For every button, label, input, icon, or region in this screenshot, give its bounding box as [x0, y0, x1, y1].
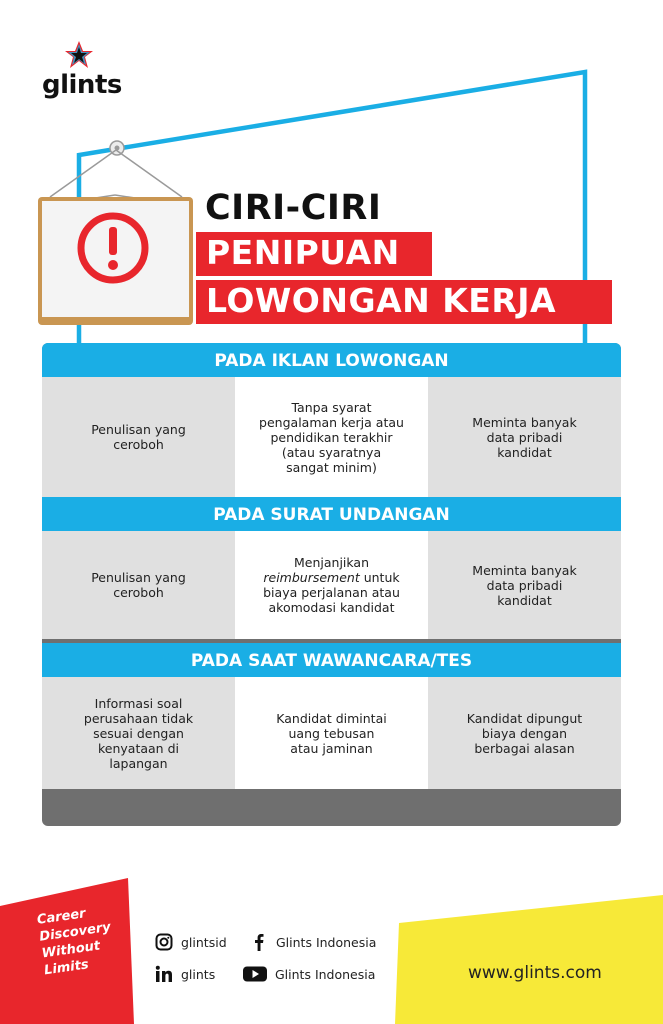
- table-row: [42, 677, 621, 789]
- title-line-1: CIRI-CIRI: [205, 188, 382, 228]
- table-cell: Tanpa syarat pengalaman kerja atau pendidikan terakhir (atau syaratnya sangat minim): [235, 377, 428, 497]
- social-label: Glints Indonesia: [276, 934, 377, 950]
- table-cell: Penulisan yang ceroboh: [42, 377, 235, 497]
- info-table: [42, 343, 621, 826]
- cell-text: Menjanjikan reimbursement untuk biaya perjalanan atau akomodasi kandidat: [263, 555, 400, 615]
- table-cell: Kandidat dimintai uang tebusan atau jaminan: [235, 677, 428, 789]
- table-row: [42, 531, 621, 639]
- tagline: Career Discovery Without Limits: [36, 906, 112, 979]
- table-cell: Meminta banyak data pribadi kandidat: [428, 531, 621, 639]
- website-background: [395, 895, 663, 1024]
- table-cell: Kandidat dipungut biaya dengan berbagai alasan: [428, 677, 621, 789]
- section-heading: PADA IKLAN LOWONGAN: [42, 343, 621, 377]
- star-icon: [64, 40, 94, 70]
- social-label: glints: [181, 966, 216, 982]
- facebook-icon: [250, 933, 268, 951]
- emphasis-text: reimbursement: [263, 570, 360, 585]
- table-row: [42, 377, 621, 497]
- social-label: Glints Indonesia: [275, 966, 376, 982]
- social-linkedin[interactable]: [155, 965, 215, 983]
- title-line-2: PENIPUAN: [196, 232, 432, 276]
- table-cell: Meminta banyak data pribadi kandidat: [428, 377, 621, 497]
- table-cell: [235, 531, 428, 639]
- brand-name: glints: [42, 70, 122, 100]
- warning-board: [38, 193, 193, 325]
- title-line-3: LOWONGAN KERJA: [196, 280, 612, 324]
- social-instagram[interactable]: [155, 933, 227, 951]
- youtube-icon: [243, 965, 267, 983]
- section-heading: PADA SURAT UNDANGAN: [42, 497, 621, 531]
- social-facebook[interactable]: [250, 933, 376, 951]
- section-heading: PADA SAAT WAWANCARA/TES: [42, 643, 621, 677]
- social-youtube[interactable]: [243, 965, 375, 983]
- social-label: glintsid: [181, 934, 227, 950]
- table-cell: Informasi soal perusahaan tidak sesuai dengan kenyataan di lapangan: [42, 677, 235, 789]
- hanging-strings: [40, 150, 192, 200]
- glints-logo: [42, 40, 132, 104]
- instagram-icon: [155, 933, 173, 951]
- table-cell: Penulisan yang ceroboh: [42, 531, 235, 639]
- linkedin-icon: [155, 965, 173, 983]
- website-link[interactable]: www.glints.com: [468, 963, 602, 983]
